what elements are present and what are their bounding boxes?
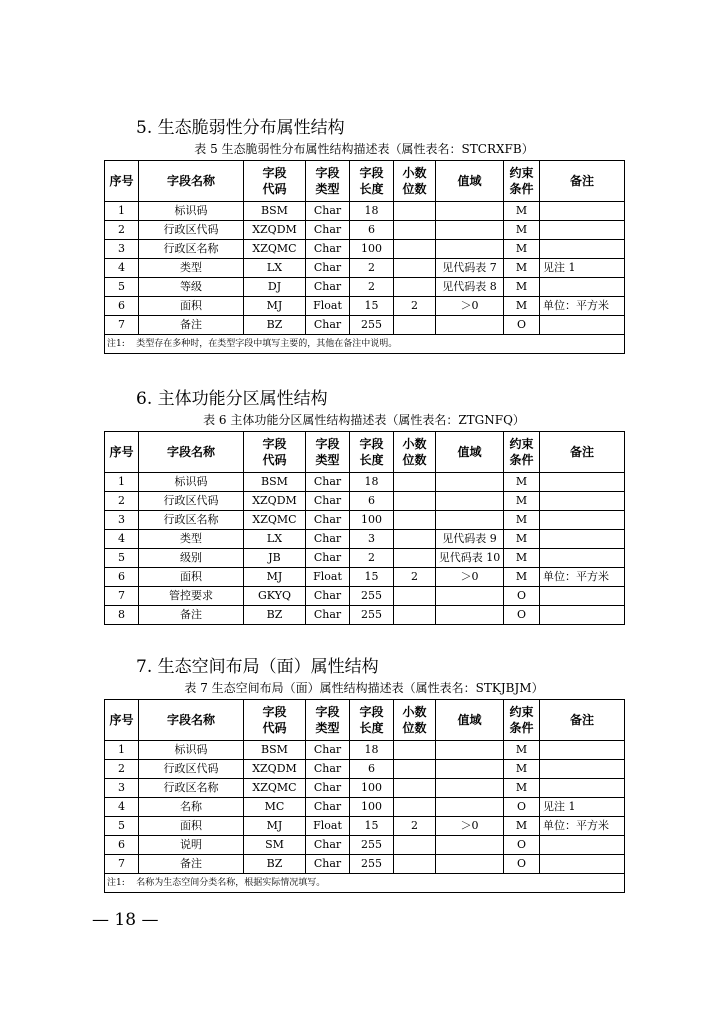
table-cell: M bbox=[504, 473, 540, 492]
section-title: 7. 生态空间布局（面）属性结构 bbox=[136, 657, 379, 677]
column-header: 字段名称 bbox=[139, 432, 244, 473]
table-cell bbox=[540, 606, 625, 625]
table-cell: Char bbox=[306, 606, 350, 625]
table-caption: 表 5 生态脆弱性分布属性结构描述表（属性表名：STCRXFB） bbox=[194, 142, 534, 156]
table-cell: Char bbox=[306, 221, 350, 240]
table-row bbox=[105, 817, 625, 836]
table-cell: ＞0 bbox=[436, 817, 504, 836]
table-cell: 2 bbox=[105, 492, 139, 511]
table-cell bbox=[394, 240, 436, 259]
table-cell bbox=[436, 836, 504, 855]
attribute-table bbox=[104, 431, 625, 625]
header-row bbox=[105, 161, 625, 202]
table-cell bbox=[394, 530, 436, 549]
table-cell: 备注 bbox=[139, 606, 244, 625]
table-cell: SM bbox=[244, 836, 306, 855]
table-cell: M bbox=[504, 511, 540, 530]
table-cell bbox=[436, 202, 504, 221]
table-cell: M bbox=[504, 297, 540, 316]
table-cell bbox=[394, 473, 436, 492]
table-cell: BSM bbox=[244, 741, 306, 760]
table-caption: 表 6 主体功能分区属性结构描述表（属性表名：ZTGNFQ） bbox=[203, 413, 525, 427]
table-cell: Char bbox=[306, 530, 350, 549]
table-cell: 100 bbox=[350, 798, 394, 817]
table-cell bbox=[540, 492, 625, 511]
table-cell bbox=[394, 798, 436, 817]
table-cell: 见代码表 8 bbox=[436, 278, 504, 297]
table-cell: 15 bbox=[350, 817, 394, 836]
table-cell: 6 bbox=[105, 836, 139, 855]
table-cell: 255 bbox=[350, 836, 394, 855]
table-cell: 行政区名称 bbox=[139, 779, 244, 798]
table-cell: O bbox=[504, 316, 540, 335]
column-header: 小数 位数 bbox=[394, 700, 436, 741]
table-cell: Char bbox=[306, 278, 350, 297]
table-cell: 18 bbox=[350, 202, 394, 221]
table-cell: MJ bbox=[244, 817, 306, 836]
table-cell: Char bbox=[306, 798, 350, 817]
table-row bbox=[105, 606, 625, 625]
table-cell: 3 bbox=[350, 530, 394, 549]
table-cell: 7 bbox=[105, 316, 139, 335]
table-cell: 备注 bbox=[139, 316, 244, 335]
table-cell: O bbox=[504, 836, 540, 855]
table-cell bbox=[436, 492, 504, 511]
table-cell: 255 bbox=[350, 855, 394, 874]
table-cell: Char bbox=[306, 316, 350, 335]
table-cell: 2 bbox=[105, 221, 139, 240]
table-cell: BSM bbox=[244, 202, 306, 221]
table-cell: 行政区名称 bbox=[139, 240, 244, 259]
table-cell: 7 bbox=[105, 855, 139, 874]
table-cell: XZQMC bbox=[244, 240, 306, 259]
column-header: 字段名称 bbox=[139, 700, 244, 741]
table-cell: XZQDM bbox=[244, 492, 306, 511]
column-header: 字段 代码 bbox=[244, 700, 306, 741]
table-cell bbox=[436, 606, 504, 625]
table-cell: 2 bbox=[394, 568, 436, 587]
table-cell bbox=[394, 511, 436, 530]
table-cell: DJ bbox=[244, 278, 306, 297]
table-cell: 15 bbox=[350, 568, 394, 587]
table-cell: Char bbox=[306, 760, 350, 779]
table-cell bbox=[394, 587, 436, 606]
table-cell: XZQMC bbox=[244, 779, 306, 798]
section-title: 5. 生态脆弱性分布属性结构 bbox=[136, 118, 345, 138]
table-cell bbox=[540, 855, 625, 874]
table-cell bbox=[394, 202, 436, 221]
column-header: 字段 类型 bbox=[306, 700, 350, 741]
table-cell: M bbox=[504, 568, 540, 587]
table-cell: BSM bbox=[244, 473, 306, 492]
table-cell: 255 bbox=[350, 316, 394, 335]
table-cell: O bbox=[504, 606, 540, 625]
column-header: 备注 bbox=[540, 161, 625, 202]
table-cell bbox=[436, 240, 504, 259]
table-cell: 5 bbox=[105, 278, 139, 297]
table-cell bbox=[394, 760, 436, 779]
table-cell bbox=[394, 549, 436, 568]
table-cell: 2 bbox=[394, 817, 436, 836]
table-cell: Char bbox=[306, 511, 350, 530]
table-cell: Char bbox=[306, 202, 350, 221]
table-cell: BZ bbox=[244, 855, 306, 874]
table-cell bbox=[540, 221, 625, 240]
table-cell: 行政区名称 bbox=[139, 511, 244, 530]
table-cell: 4 bbox=[105, 259, 139, 278]
table-cell: 见代码表 9 bbox=[436, 530, 504, 549]
table-cell: 3 bbox=[105, 779, 139, 798]
column-header: 字段 类型 bbox=[306, 161, 350, 202]
column-header: 备注 bbox=[540, 700, 625, 741]
table-row bbox=[105, 202, 625, 221]
table-row bbox=[105, 492, 625, 511]
table-cell: XZQDM bbox=[244, 760, 306, 779]
table-cell: 单位：平方米 bbox=[540, 568, 625, 587]
table-cell: 等级 bbox=[139, 278, 244, 297]
table-cell: M bbox=[504, 741, 540, 760]
table-cell: 4 bbox=[105, 798, 139, 817]
table-row bbox=[105, 779, 625, 798]
table-cell: Char bbox=[306, 492, 350, 511]
table-cell: M bbox=[504, 549, 540, 568]
table-cell: O bbox=[504, 587, 540, 606]
table-row bbox=[105, 511, 625, 530]
table-cell: 见代码表 10 bbox=[436, 549, 504, 568]
table-cell: 名称 bbox=[139, 798, 244, 817]
table-cell bbox=[540, 278, 625, 297]
table-cell: M bbox=[504, 278, 540, 297]
table-cell: Char bbox=[306, 473, 350, 492]
column-header: 小数 位数 bbox=[394, 161, 436, 202]
table-cell: LX bbox=[244, 530, 306, 549]
table-cell: M bbox=[504, 221, 540, 240]
table-row bbox=[105, 568, 625, 587]
table-row bbox=[105, 530, 625, 549]
table-cell bbox=[540, 760, 625, 779]
table-cell: M bbox=[504, 259, 540, 278]
table-cell: Char bbox=[306, 855, 350, 874]
table-cell bbox=[394, 259, 436, 278]
table-cell bbox=[436, 760, 504, 779]
table-cell: 3 bbox=[105, 240, 139, 259]
table-cell: 100 bbox=[350, 511, 394, 530]
table-cell: 标识码 bbox=[139, 473, 244, 492]
header-row bbox=[105, 432, 625, 473]
table-cell: 1 bbox=[105, 473, 139, 492]
table-cell: 6 bbox=[105, 568, 139, 587]
table-note: 注1: 名称为生态空间分类名称，根据实际情况填写。 bbox=[105, 874, 625, 893]
table-row bbox=[105, 798, 625, 817]
header-row bbox=[105, 700, 625, 741]
table-cell: Float bbox=[306, 817, 350, 836]
column-header: 字段 类型 bbox=[306, 432, 350, 473]
table-cell: 255 bbox=[350, 606, 394, 625]
table-cell: 1 bbox=[105, 741, 139, 760]
table-cell: 见注 1 bbox=[540, 798, 625, 817]
table-cell: Char bbox=[306, 836, 350, 855]
table-cell: 100 bbox=[350, 240, 394, 259]
column-header: 字段名称 bbox=[139, 161, 244, 202]
table-cell bbox=[394, 741, 436, 760]
table-cell: Char bbox=[306, 779, 350, 798]
table-cell: 标识码 bbox=[139, 741, 244, 760]
table-cell bbox=[394, 606, 436, 625]
table-cell: 2 bbox=[105, 760, 139, 779]
table-cell: Float bbox=[306, 297, 350, 316]
table-cell bbox=[394, 221, 436, 240]
table-cell: 面积 bbox=[139, 568, 244, 587]
table-cell: 15 bbox=[350, 297, 394, 316]
table-cell: 18 bbox=[350, 473, 394, 492]
section-5 bbox=[104, 117, 624, 354]
table-cell: 行政区代码 bbox=[139, 221, 244, 240]
table-cell: 说明 bbox=[139, 836, 244, 855]
attribute-table bbox=[104, 699, 625, 893]
table-cell bbox=[436, 316, 504, 335]
table-cell: Char bbox=[306, 587, 350, 606]
table-row bbox=[105, 221, 625, 240]
table-cell bbox=[394, 855, 436, 874]
table-row bbox=[105, 855, 625, 874]
note-row bbox=[105, 335, 625, 354]
table-cell: 管控要求 bbox=[139, 587, 244, 606]
attribute-table bbox=[104, 160, 625, 354]
table-cell bbox=[394, 316, 436, 335]
table-row bbox=[105, 297, 625, 316]
column-header: 字段 长度 bbox=[350, 161, 394, 202]
table-cell: 255 bbox=[350, 587, 394, 606]
table-cell: 6 bbox=[350, 492, 394, 511]
column-header: 字段 代码 bbox=[244, 432, 306, 473]
table-cell bbox=[436, 798, 504, 817]
section-title: 6. 主体功能分区属性结构 bbox=[136, 389, 328, 409]
table-cell: M bbox=[504, 492, 540, 511]
table-cell: 类型 bbox=[139, 259, 244, 278]
section-7 bbox=[104, 656, 624, 893]
table-cell bbox=[540, 316, 625, 335]
table-cell bbox=[436, 855, 504, 874]
column-header: 约束 条件 bbox=[504, 161, 540, 202]
table-note: 注1: 类型存在多种时，在类型字段中填写主要的，其他在备注中说明。 bbox=[105, 335, 625, 354]
table-cell: 3 bbox=[105, 511, 139, 530]
page-number: — 18 — bbox=[92, 910, 159, 930]
table-cell: 18 bbox=[350, 741, 394, 760]
table-row bbox=[105, 549, 625, 568]
table-cell: Float bbox=[306, 568, 350, 587]
table-cell: GKYQ bbox=[244, 587, 306, 606]
table-cell bbox=[540, 530, 625, 549]
table-cell bbox=[540, 202, 625, 221]
table-cell: 4 bbox=[105, 530, 139, 549]
table-cell: M bbox=[504, 202, 540, 221]
table-cell bbox=[436, 473, 504, 492]
table-cell: M bbox=[504, 817, 540, 836]
column-header: 字段 长度 bbox=[350, 700, 394, 741]
column-header: 值域 bbox=[436, 700, 504, 741]
table-cell: MJ bbox=[244, 568, 306, 587]
column-header: 序号 bbox=[105, 432, 139, 473]
table-cell: 级别 bbox=[139, 549, 244, 568]
column-header: 序号 bbox=[105, 700, 139, 741]
table-cell: 备注 bbox=[139, 855, 244, 874]
column-header: 小数 位数 bbox=[394, 432, 436, 473]
table-cell: 见注 1 bbox=[540, 259, 625, 278]
table-cell: ＞0 bbox=[436, 568, 504, 587]
column-header: 备注 bbox=[540, 432, 625, 473]
table-cell: Char bbox=[306, 259, 350, 278]
table-cell: XZQMC bbox=[244, 511, 306, 530]
table-row bbox=[105, 259, 625, 278]
table-row bbox=[105, 836, 625, 855]
table-cell: 2 bbox=[350, 549, 394, 568]
table-cell: BZ bbox=[244, 316, 306, 335]
table-row bbox=[105, 473, 625, 492]
column-header: 字段 长度 bbox=[350, 432, 394, 473]
table-cell bbox=[436, 511, 504, 530]
table-row bbox=[105, 741, 625, 760]
table-cell: 见代码表 7 bbox=[436, 259, 504, 278]
table-cell: 类型 bbox=[139, 530, 244, 549]
note-row bbox=[105, 874, 625, 893]
section-6 bbox=[104, 388, 624, 625]
table-cell: 6 bbox=[105, 297, 139, 316]
table-cell bbox=[540, 240, 625, 259]
table-cell: 2 bbox=[350, 278, 394, 297]
table-cell: M bbox=[504, 240, 540, 259]
table-cell: 5 bbox=[105, 817, 139, 836]
column-header: 序号 bbox=[105, 161, 139, 202]
table-row bbox=[105, 587, 625, 606]
table-row bbox=[105, 240, 625, 259]
table-cell: 行政区代码 bbox=[139, 492, 244, 511]
table-cell bbox=[394, 836, 436, 855]
table-cell: ＞0 bbox=[436, 297, 504, 316]
table-cell: 8 bbox=[105, 606, 139, 625]
table-cell bbox=[394, 278, 436, 297]
table-cell bbox=[394, 779, 436, 798]
table-cell: M bbox=[504, 760, 540, 779]
column-header: 约束 条件 bbox=[504, 700, 540, 741]
table-cell: MJ bbox=[244, 297, 306, 316]
table-cell: 1 bbox=[105, 202, 139, 221]
table-cell: 单位：平方米 bbox=[540, 817, 625, 836]
table-row bbox=[105, 760, 625, 779]
table-cell: O bbox=[504, 855, 540, 874]
table-cell bbox=[436, 587, 504, 606]
table-cell bbox=[436, 779, 504, 798]
table-cell: 标识码 bbox=[139, 202, 244, 221]
table-cell: 2 bbox=[394, 297, 436, 316]
column-header: 值域 bbox=[436, 161, 504, 202]
table-cell: JB bbox=[244, 549, 306, 568]
table-cell bbox=[540, 473, 625, 492]
table-cell: Char bbox=[306, 549, 350, 568]
table-cell: 单位：平方米 bbox=[540, 297, 625, 316]
table-cell: 行政区代码 bbox=[139, 760, 244, 779]
table-cell: Char bbox=[306, 240, 350, 259]
column-header: 值域 bbox=[436, 432, 504, 473]
table-cell: LX bbox=[244, 259, 306, 278]
table-cell bbox=[436, 741, 504, 760]
table-row bbox=[105, 316, 625, 335]
table-cell bbox=[540, 511, 625, 530]
table-cell: Char bbox=[306, 741, 350, 760]
column-header: 字段 代码 bbox=[244, 161, 306, 202]
table-cell: M bbox=[504, 779, 540, 798]
table-cell: 面积 bbox=[139, 817, 244, 836]
table-cell bbox=[540, 549, 625, 568]
table-row bbox=[105, 278, 625, 297]
table-cell bbox=[540, 741, 625, 760]
table-cell: 5 bbox=[105, 549, 139, 568]
table-cell: MC bbox=[244, 798, 306, 817]
table-cell bbox=[436, 221, 504, 240]
table-caption: 表 7 生态空间布局（面）属性结构描述表（属性表名：STKJBJM） bbox=[184, 681, 544, 695]
table-cell: BZ bbox=[244, 606, 306, 625]
table-cell: 7 bbox=[105, 587, 139, 606]
table-cell: 面积 bbox=[139, 297, 244, 316]
table-cell: 100 bbox=[350, 779, 394, 798]
table-cell: 6 bbox=[350, 760, 394, 779]
table-cell bbox=[540, 587, 625, 606]
table-cell bbox=[540, 836, 625, 855]
table-cell: O bbox=[504, 798, 540, 817]
table-cell: M bbox=[504, 530, 540, 549]
table-cell: 2 bbox=[350, 259, 394, 278]
table-cell: XZQDM bbox=[244, 221, 306, 240]
table-cell bbox=[540, 779, 625, 798]
table-cell bbox=[394, 492, 436, 511]
table-cell: 6 bbox=[350, 221, 394, 240]
column-header: 约束 条件 bbox=[504, 432, 540, 473]
